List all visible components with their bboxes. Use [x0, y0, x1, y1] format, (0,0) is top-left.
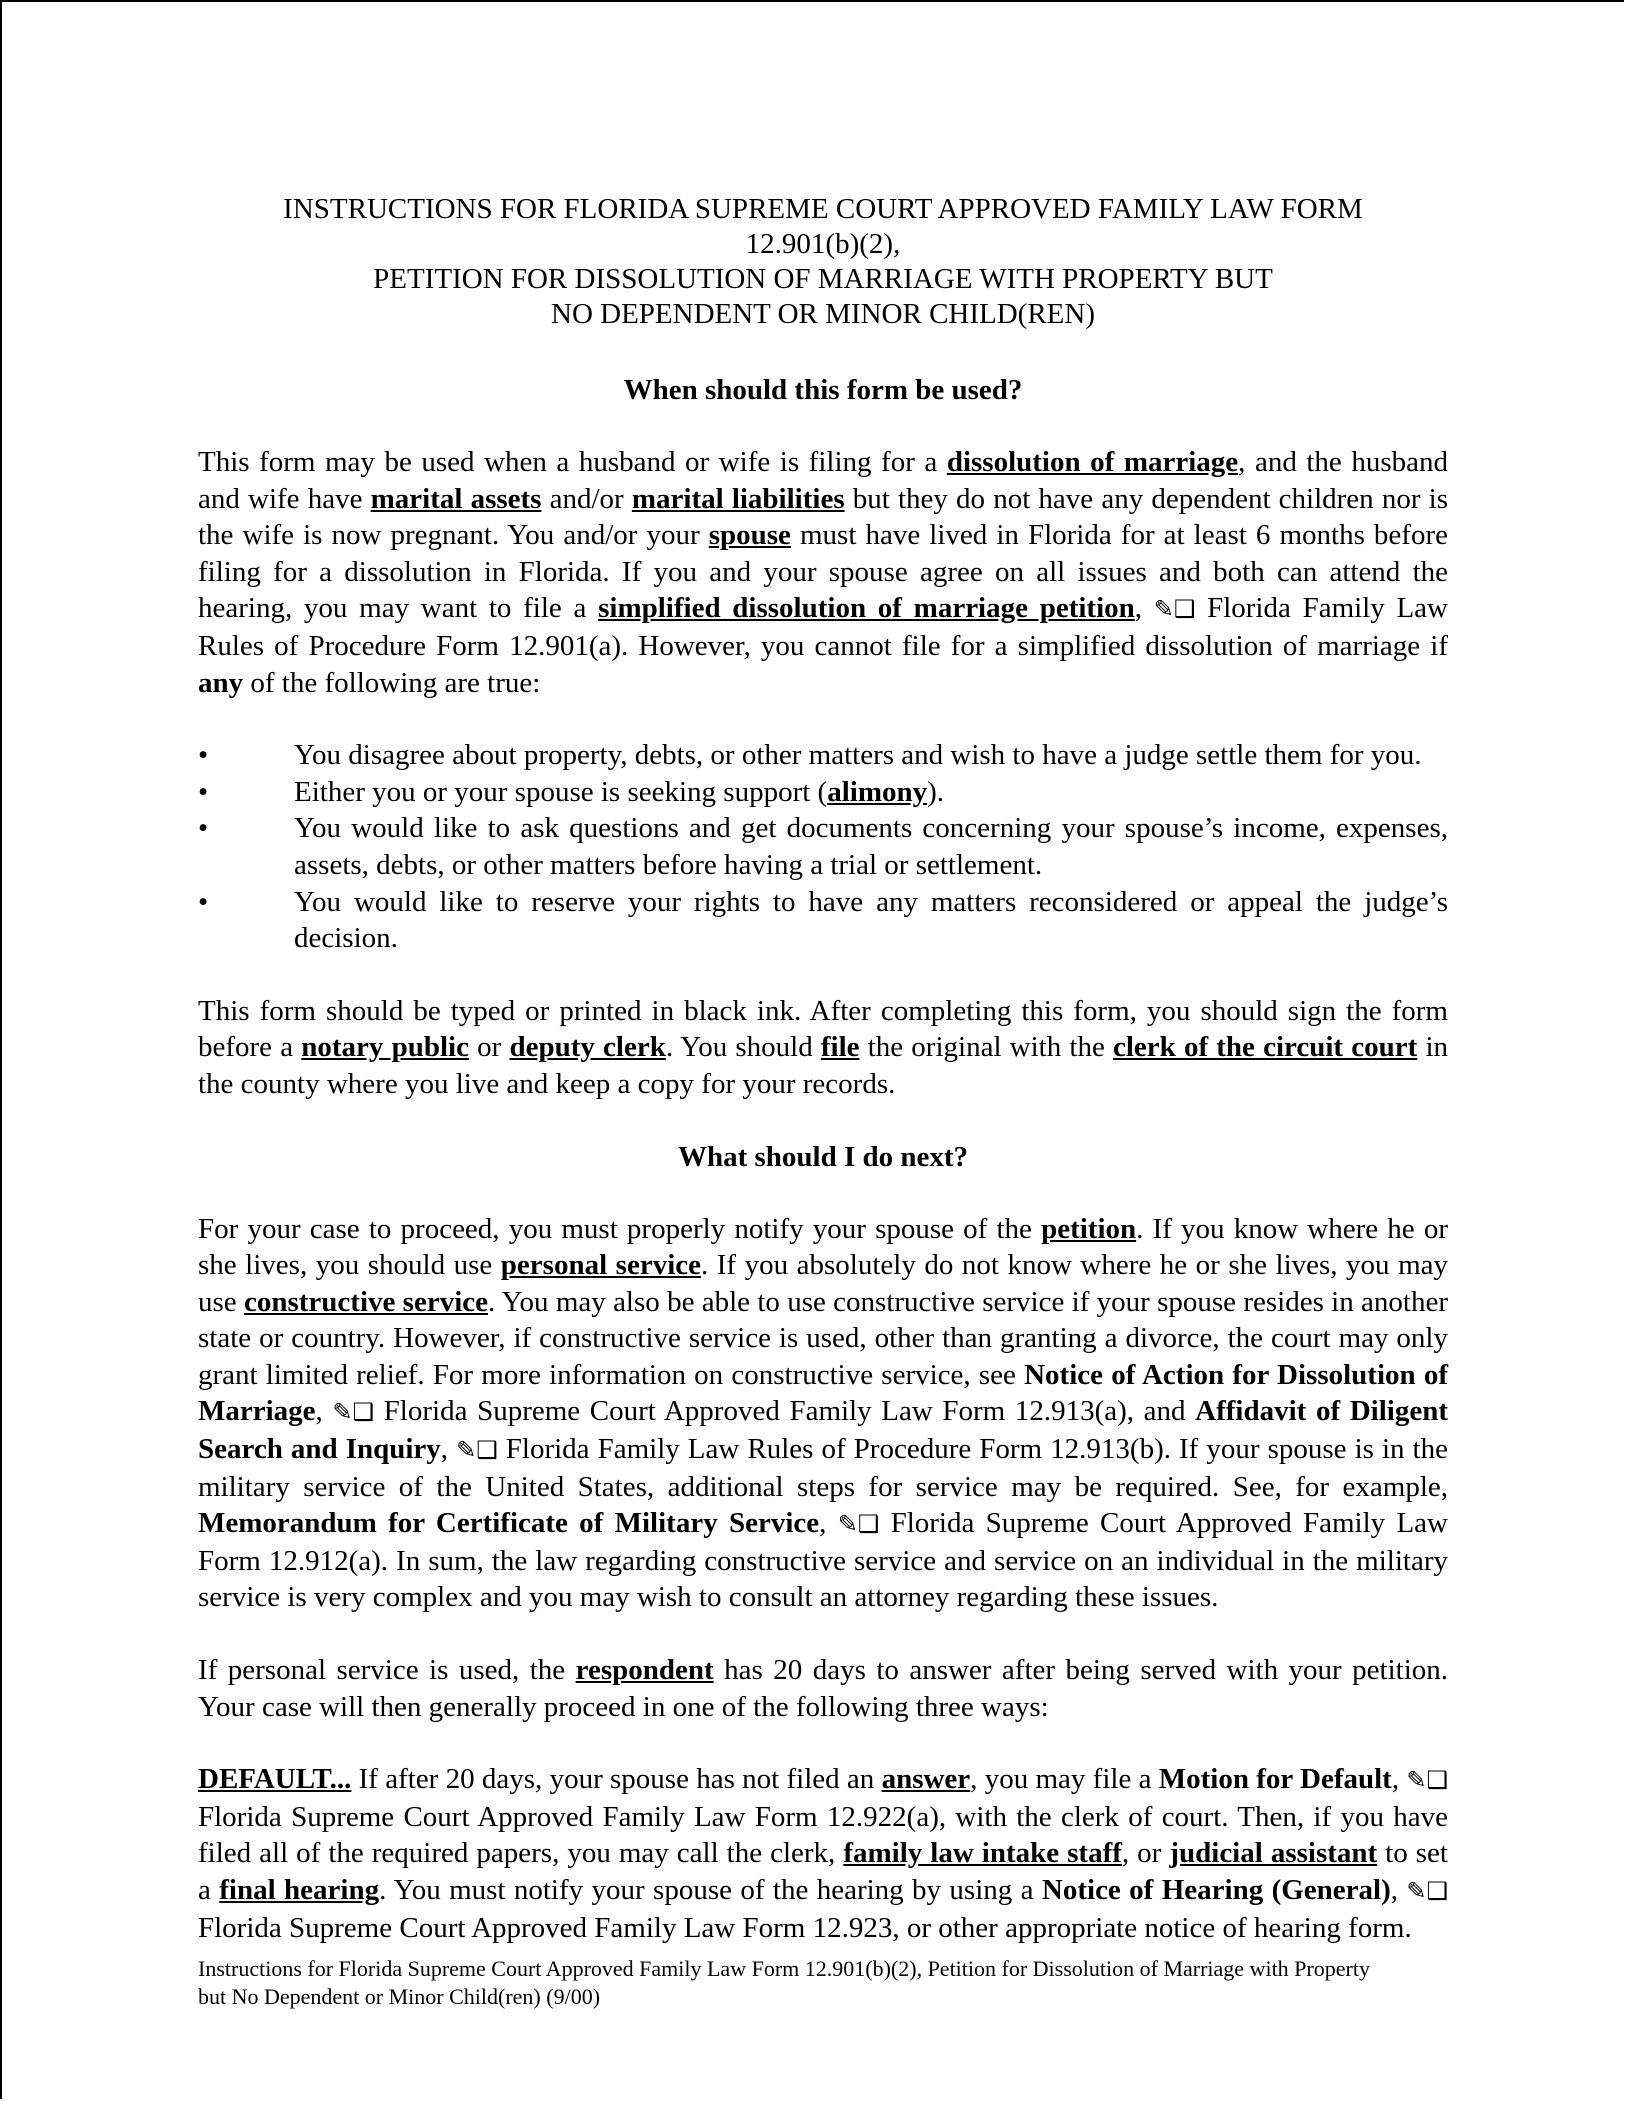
form-affidavit-diligent-search: Affidavit of Diligent Search and Inquiry — [198, 1395, 1449, 1466]
term-dissolution-of-marriage: dissolution of marriage — [946, 446, 1239, 478]
term-family-law-intake-staff: family law intake staff — [843, 1837, 1122, 1870]
term-alimony: alimony — [827, 775, 928, 808]
form-military-service-memo: Memorandum for Certificate of Military Service — [198, 1507, 820, 1540]
term-marital-assets: marital assets — [370, 482, 542, 515]
footer-line-2: but No Dependent or Minor Child(ren) (9/00) — [198, 1984, 601, 2009]
list-item: • Either you or your spouse is seeking support (alimony). — [198, 774, 1448, 811]
form-pencil-checkbox-icon: ✎❑ — [1406, 1877, 1449, 1905]
title-line-3: PETITION FOR DISSOLUTION OF MARRIAGE WITH PROPERTY BUT — [373, 263, 1273, 295]
page-content — [198, 192, 1448, 1982]
paragraph-service: For your case to proceed, you must properly notify your spouse of the petition. If you know where he or she lives, you should use personal service. If you absolutely do not know where he or she lives, you may use constructive service. You may also be able to use constructive service if your spouse resides in another state or country. However, if constructive service is used, other than granting a divorce, the court may only grant limited relief. For more information on constructive service, see Notice of Action for Dissolution of Marriage, ✎❑ Florida Supreme Court Approved Family Law Form 12.913(a), and Affidavit of Diligent Search and Inquiry, ✎❑ Florida Family Law Rules of Procedure Form 12.913(b). If your spouse is in the military service of the United States, additional steps for service may be required. See, for example, Memorandum for Certificate of Military Service, ✎❑ Florida Supreme Court Approved Family Law Form 12.912(a). In sum, the law regarding constructive service and service on an individual in the military service is very complex and you may wish to consult an attorney regarding these issues. — [198, 1212, 1449, 1614]
term-marital-liabilities: marital liabilities — [631, 482, 845, 515]
bullet-marker: • — [198, 775, 209, 808]
bullet-marker: • — [198, 739, 209, 772]
term-judicial-assistant: judicial assistant — [1169, 1837, 1378, 1870]
title-line-1: INSTRUCTIONS FOR FLORIDA SUPREME COURT APPROVED FAMILY LAW FORM — [283, 193, 1363, 225]
list-item: • You disagree about property, debts, or other matters and wish to have a judge settle them for you. — [198, 737, 1448, 774]
paragraph-filing: This form should be typed or printed in black ink. After completing this form, you should sign the form before a notary public or deputy clerk. You should file the original with the clerk of the circuit court in the county where you live and keep a copy for your records. — [198, 994, 1449, 1100]
form-motion-for-default: Motion for Default — [1158, 1763, 1392, 1796]
term-notary-public: notary public — [301, 1031, 469, 1064]
list-item: • You would like to ask questions and get documents concerning your spouse’s income, expenses, assets, debts, or other matters before having a trial or settlement. — [198, 812, 1448, 881]
document-title — [198, 192, 1448, 332]
list-item: • You would like to reserve your rights to have any matters reconsidered or appeal the judge’s decision. — [198, 885, 1448, 955]
form-pencil-checkbox-icon: ✎❑ — [1406, 1766, 1448, 1795]
paragraph-respondent: If personal service is used, the respondent has 20 days to answer after being served with your petition. Your case will then generally proceed in one of the following three ways: — [198, 1654, 1449, 1723]
term-answer: answer — [881, 1763, 971, 1796]
title-line-4: NO DEPENDENT OR MINOR CHILD(REN) — [551, 298, 1095, 330]
term-spouse: spouse — [708, 519, 791, 552]
form-pencil-checkbox-icon: ✎❑ — [456, 1436, 498, 1465]
term-file: file — [820, 1031, 860, 1064]
conditions-list — [198, 737, 1448, 957]
footer-line-1: Instructions for Florida Supreme Court Approved Family Law Form 12.901(b)(2), Petition for Dissolution of Marriage with Property — [198, 1956, 1370, 1981]
term-personal-service: personal service — [500, 1249, 701, 1282]
page-footer — [198, 1955, 1448, 2011]
bullet-marker: • — [198, 812, 209, 845]
paragraph-default: DEFAULT... If after 20 days, your spouse has not filed an answer, you may file a Motion for Default, ✎❑ Florida Supreme Court Approved Family Law Form 12.922(a), with the clerk of court. Then, if you have filed all of the required papers, you may call the clerk, family law intake staff, or judicial assistant to set a final hearing. You must notify your spouse of the hearing by using a Notice of Hearing (General), ✎❑ Florida Supreme Court Approved Family Law Form 12.923, or other appropriate notice of hearing form. — [198, 1763, 1449, 1944]
term-constructive-service: constructive service — [243, 1285, 489, 1318]
form-pencil-checkbox-icon: ✎❑ — [837, 1510, 880, 1539]
term-deputy-clerk: deputy clerk — [509, 1031, 666, 1064]
heading-when-used: When should this form be used? — [623, 374, 1023, 406]
form-pencil-checkbox-icon: ✎❑ — [332, 1398, 375, 1427]
term-any: any — [198, 666, 244, 699]
paragraph-intro: This form may be used when a husband or wife is filing for a dissolution of marriage, and the husband and wife have marital assets and/or marital liabilities but they do not have any dependent children nor is the wife is now pregnant. You and/or your spouse must have lived in Florida for at least 6 months before filing for a dissolution in Florida. If you and your spouse agree on all issues and both can attend the hearing, you may want to file a simplified dissolution of marriage petition, ✎❑ Florida Family Law Rules of Procedure Form 12.901(a). However, you cannot file for a simplified dissolution of marriage if any of the following are true: — [198, 446, 1448, 699]
bullet-marker: • — [198, 885, 209, 918]
term-final-hearing: final hearing — [219, 1874, 380, 1906]
title-line-2: 12.901(b)(2), — [745, 228, 901, 260]
term-respondent: respondent — [575, 1654, 714, 1687]
heading-what-next: What should I do next? — [677, 1140, 969, 1173]
form-pencil-checkbox-icon: ✎❑ — [1153, 595, 1196, 624]
term-simplified-dissolution: simplified dissolution of marriage petition — [598, 592, 1135, 625]
term-default: DEFAULT... — [198, 1763, 352, 1796]
form-notice-of-hearing: Notice of Hearing (General) — [1041, 1874, 1391, 1906]
form-notice-of-action: Notice of Action for Dissolution of Marriage — [198, 1358, 1448, 1428]
term-clerk-of-circuit-court: clerk of the circuit court — [1112, 1031, 1418, 1064]
term-petition: petition — [1041, 1212, 1137, 1245]
